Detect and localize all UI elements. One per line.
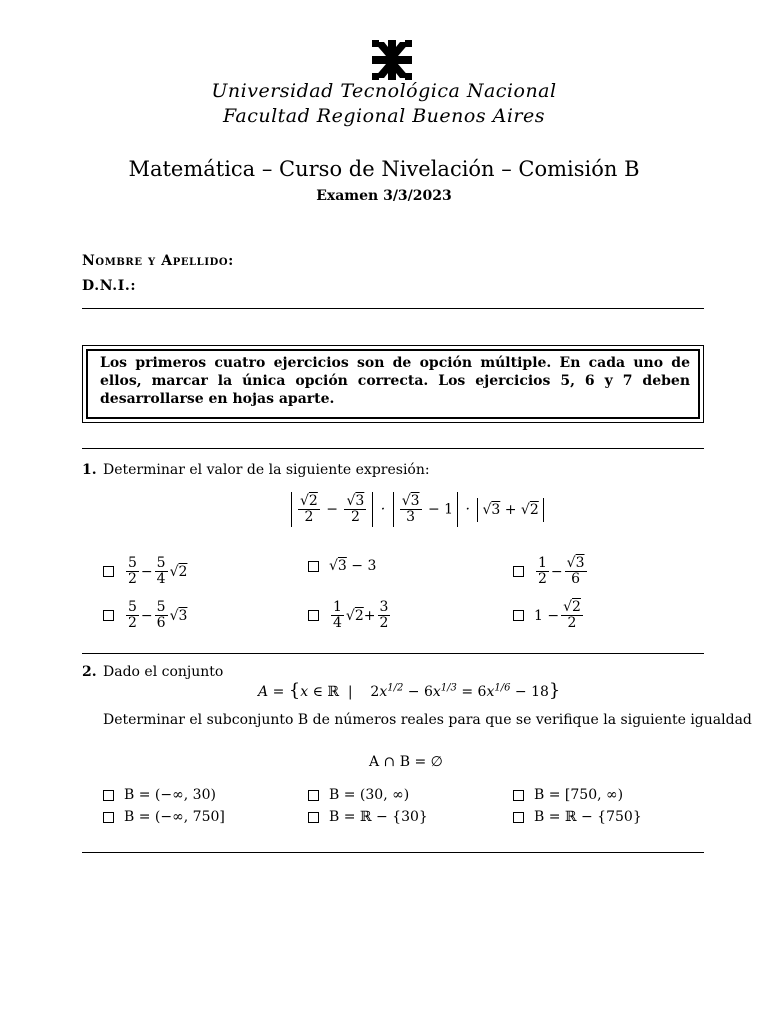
checkbox[interactable]	[103, 812, 114, 823]
question-number: 1.	[82, 462, 97, 478]
option-label: B = (−∞, 750]	[124, 809, 225, 825]
q1-option-c[interactable]: $\frac{1}{2}$ − $\frac{√3}{6}$	[513, 556, 589, 587]
question-text: Dado el conjunto	[103, 664, 224, 680]
option-label: B = ℝ − {30}	[329, 809, 428, 825]
option-label: B = (30, ∞)	[329, 787, 410, 803]
checkbox[interactable]	[103, 566, 114, 577]
q2-option-f[interactable]	[513, 809, 642, 825]
q2-option-b[interactable]	[308, 787, 409, 803]
utn-logo	[372, 40, 412, 80]
instructions-text: Los primeros cuatro ejercicios son de opción múltiple. En cada uno de ellos, marcar la única opción correcta. Los ejercicios 5, 6 y 7 deben desarrollarse en hojas aparte.	[100, 355, 690, 407]
q2-equation: A ∩ B = ∅	[369, 754, 443, 770]
checkbox[interactable]	[513, 812, 524, 823]
faculty-name: Facultad Regional Buenos Aires	[222, 105, 546, 127]
checkbox[interactable]	[308, 610, 319, 621]
exam-date: Examen 3/3/2023	[316, 188, 452, 204]
checkbox[interactable]	[513, 566, 524, 577]
q1-option-f[interactable]: 1 − $\frac{√2}{2}$	[513, 600, 585, 631]
q2-set-definition: A = {x ∈ ℝ | $2x^{1/2} - 6x^{1/3} = 6x^{1/6} - 18$}	[258, 680, 561, 701]
divider	[82, 308, 704, 309]
page-title: Matemática – Curso de Nivelación – Comisión B	[128, 157, 640, 181]
checkbox[interactable]	[513, 610, 524, 621]
q2-option-d[interactable]	[103, 809, 225, 825]
checkbox[interactable]	[103, 790, 114, 801]
q1-option-e[interactable]: $\frac{1}{4}$ √ 2 + $\frac{3}{2}$	[308, 600, 392, 631]
q2-option-c[interactable]	[513, 787, 623, 803]
name-label: Nombre y Apellido:	[82, 253, 234, 269]
instructions-box	[82, 345, 704, 423]
divider	[82, 852, 704, 853]
option-label: B = (−∞, 30)	[124, 787, 216, 803]
q1-option-b[interactable]: √ 3 − 3	[308, 558, 376, 574]
dni-label: D.N.I.:	[82, 278, 137, 294]
question-text: Determinar el valor de la siguiente expresión:	[103, 462, 430, 478]
q1-option-d[interactable]: $\frac{5}{2}$ − $\frac{5}{6}$ √ 3	[103, 600, 187, 631]
checkbox[interactable]	[308, 561, 319, 572]
checkbox[interactable]	[308, 812, 319, 823]
checkbox[interactable]	[308, 790, 319, 801]
option-label: B = [750, ∞)	[534, 787, 624, 803]
university-name: Universidad Tecnológica Nacional	[211, 80, 557, 102]
q1-expression: $\frac{√2}{2}$ − $\frac{√3}{2}$ · $\frac{√3}{3}$ − 1 · √3 + √2	[288, 492, 547, 527]
question-text: Determinar el subconjunto B de números reales para que se verifique la siguiente igualdad	[103, 712, 752, 728]
divider	[82, 448, 704, 449]
q2-option-a[interactable]	[103, 787, 216, 803]
checkbox[interactable]	[513, 790, 524, 801]
question-number: 2.	[82, 664, 97, 680]
divider	[82, 653, 704, 654]
q1-option-a[interactable]: $\frac{5}{2}$ − $\frac{5}{4}$ √ 2	[103, 556, 187, 587]
checkbox[interactable]	[103, 610, 114, 621]
q2-option-e[interactable]	[308, 809, 428, 825]
option-label: B = ℝ − {750}	[534, 809, 642, 825]
